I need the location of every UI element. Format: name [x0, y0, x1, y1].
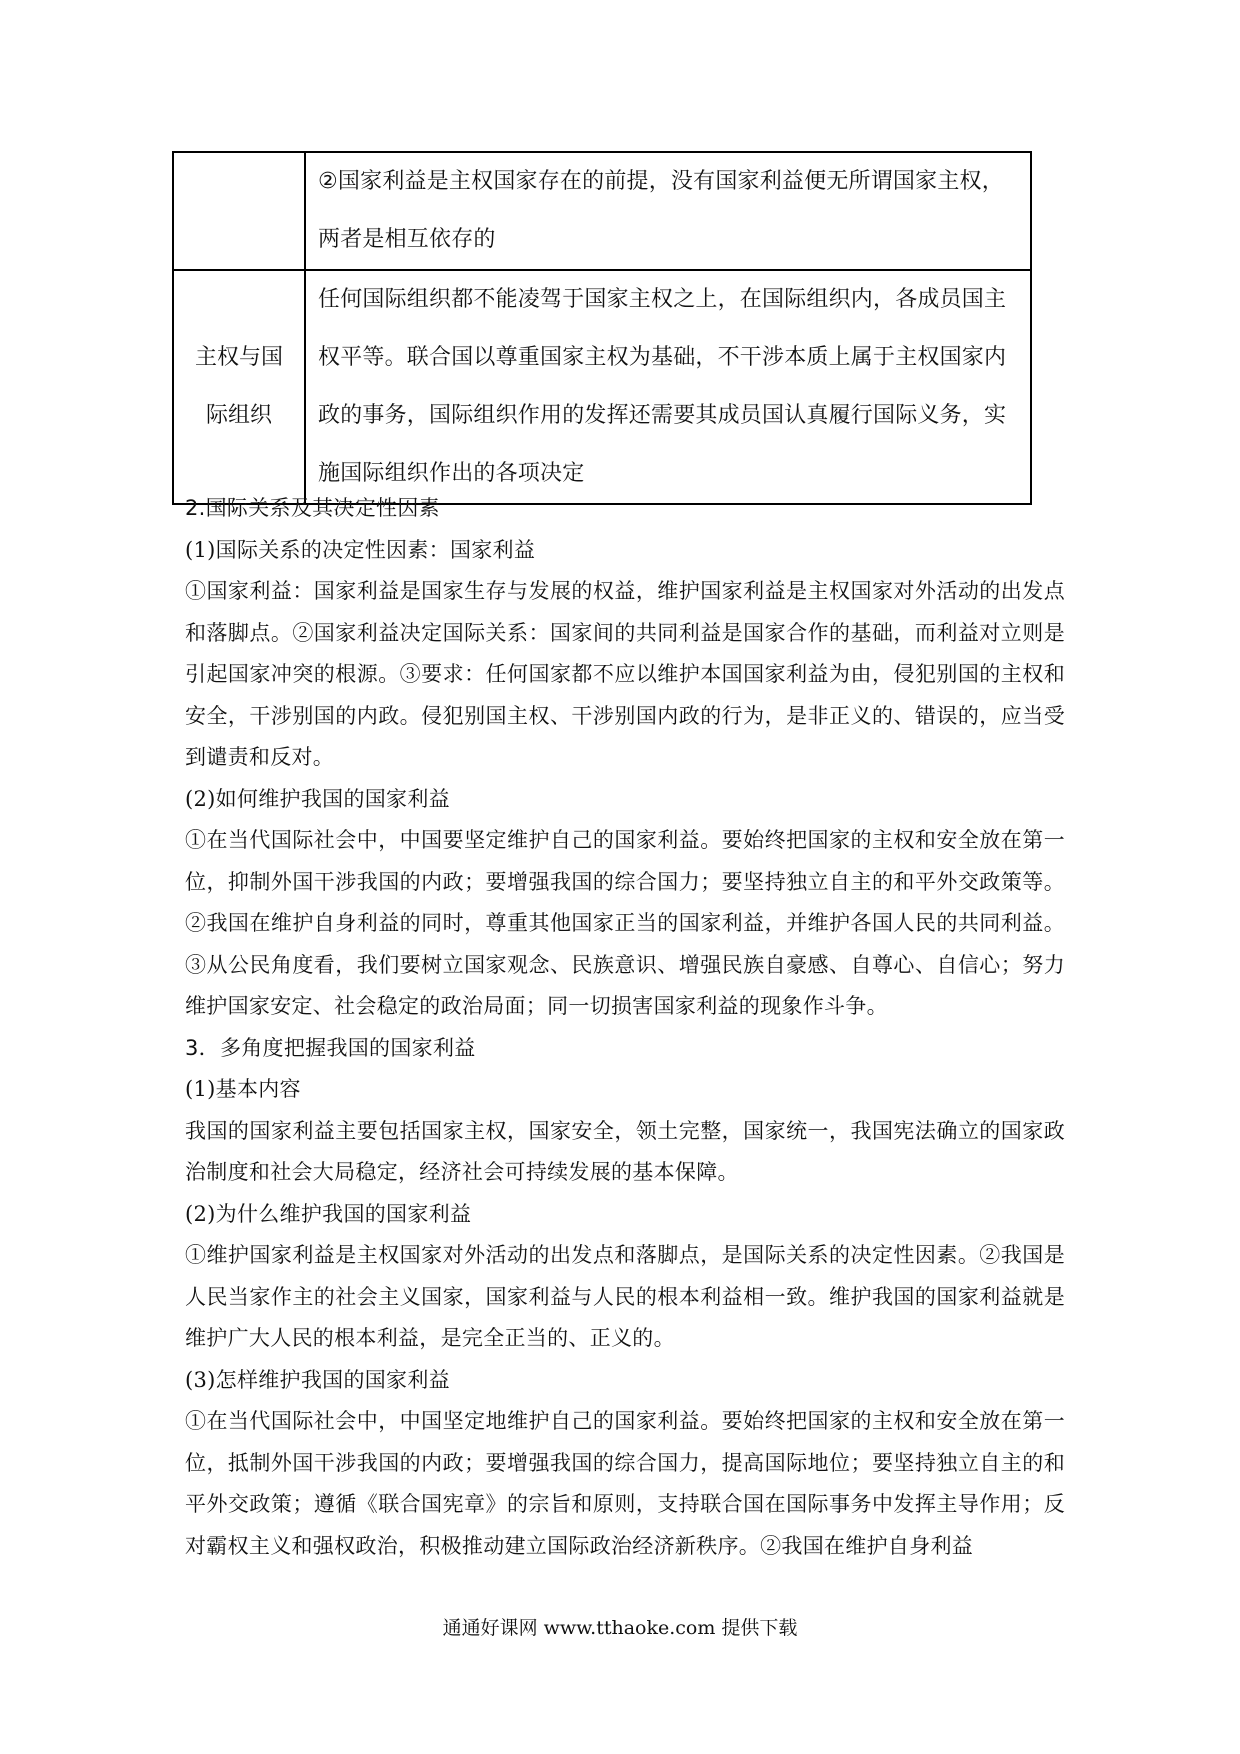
page-footer: 通通好课网 www.tthaoke.com 提供下载 — [442, 1617, 798, 1639]
table-content-cell: ②国家利益是主权国家存在的前提，没有国家利益便无所谓国家主权，两者是相互依存的 — [305, 152, 1031, 270]
subsection-heading: (1)基本内容 — [185, 1077, 301, 1101]
table-label-cell — [173, 152, 305, 270]
paragraph: ①国家利益：国家利益是国家生存与发展的权益，维护国家利益是主权国家对外活动的出发点和落脚点。②国家利益决定国际关系：国家间的共同利益是国家合作的基础，而利益对立则是引起国家冲突的根源。③要求：任何国家都不应以维护本国国家利益为由，侵犯别国的主权和安全，干涉别国的内政。侵犯别国主权、干涉别国内政的行为，是非正义的、错误的，应当受到谴责和反对。 — [185, 579, 1065, 769]
document-body — [185, 488, 1065, 1567]
subsection-heading: (3)怎样维护我国的国家利益 — [185, 1367, 450, 1392]
section-heading: 2.国际关系及其决定性因素 — [185, 496, 440, 520]
paragraph: ①在当代国际社会中，中国要坚定维护自己的国家利益。要始终把国家的主权和安全放在第一位，抑制外国干涉我国的内政；要增强我国的综合国力；要坚持独立自主的和平外交政策等。②我国在维护自身利益的同时，尊重其他国家正当的国家利益，并维护各国人民的共同利益。③从公民角度看，我们要树立国家观念、民族意识、增强民族自豪感、自尊心、自信心；努力维护国家安定、社会稳定的政治局面；同一切损害国家利益的现象作斗争。 — [185, 828, 1065, 1018]
subsection-heading: (2)如何维护我国的国家利益 — [185, 786, 450, 811]
subsection-heading: (1)国际关系的决定性因素：国家利益 — [185, 537, 536, 562]
table-label-text: 主权与国际组织 — [194, 345, 283, 428]
paragraph: ①维护国家利益是主权国家对外活动的出发点和落脚点，是国际关系的决定性因素。②我国是人民当家作主的社会主义国家，国家利益与人民的根本利益相一致。维护我国的国家利益就是维护广大人民的根本利益，是完全正当的、正义的。 — [185, 1243, 1065, 1350]
table-row — [173, 270, 1031, 504]
paragraph: 我国的国家利益主要包括国家主权，国家安全，领土完整，国家统一，我国宪法确立的国家政治制度和社会大局稳定，经济社会可持续发展的基本保障。 — [185, 1118, 1065, 1184]
paragraph: ①在当代国际社会中，中国坚定地维护自己的国家利益。要始终把国家的主权和安全放在第一位，抵制外国干涉我国的内政；要增强我国的综合国力，提高国际地位；要坚持独立自主的和平外交政策；遵循《联合国宪章》的宗旨和原则，支持联合国在国际事务中发挥主导作用；反对霸权主义和强权政治，积极推动建立国际政治经济新秩序。②我国在维护自身利益 — [185, 1409, 1065, 1558]
table-content-cell: 任何国际组织都不能凌驾于国家主权之上，在国际组织内，各成员国主权平等。联合国以尊重国家主权为基础，不干涉本质上属于主权国家内政的事务，国际组织作用的发挥还需要其成员国认真履行国际义务，实施国际组织作出的各项决定 — [305, 270, 1031, 504]
section-heading: 3．多角度把握我国的国家利益 — [185, 1035, 476, 1060]
table-row — [173, 152, 1031, 270]
concept-table — [172, 151, 1032, 505]
table-label-cell — [173, 270, 305, 504]
subsection-heading: (2)为什么维护我国的国家利益 — [185, 1201, 472, 1226]
